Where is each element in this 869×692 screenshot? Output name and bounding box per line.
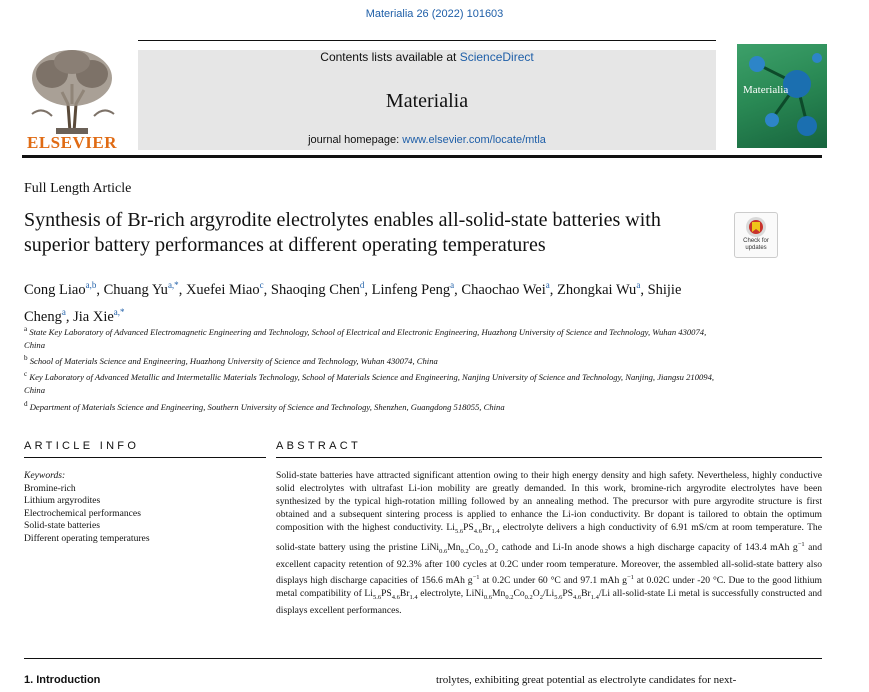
keywords-label: Keywords: bbox=[24, 470, 66, 481]
contents-prefix: Contents lists available at bbox=[320, 50, 460, 64]
author-list: Cong Liao$^{a,b}$, Chuang $Yu^{a,*}$, Xuefei Miao$^c$, Shaoqing Chen$^d$, Linfeng Peng$^a$, Chaochao Wei$^a$, Zhongkai Wu$^a$, Shijie Cheng$^a$, Jia Xie$^{a,*}$ bbox=[24, 280, 682, 325]
author-affiliation-mark[interactable]: a,* bbox=[167, 280, 179, 290]
check-updates-label: Check for updates bbox=[743, 238, 769, 251]
author-name[interactable]: Chuang Yu bbox=[103, 281, 168, 298]
abstract-heading: ABSTRACT bbox=[276, 440, 362, 452]
keywords-block bbox=[24, 470, 150, 546]
author-name[interactable]: Xuefei Miao bbox=[185, 281, 260, 298]
journal-banner bbox=[138, 50, 716, 150]
author-affiliation-mark[interactable]: a bbox=[450, 280, 455, 290]
affiliation-item: $^c$ Key Laboratory of Advanced Metallic and Intermetallic Materials Technology, School of Materials Science and Engineering, Nanjing University of Science and Technology, Nanjing, Jiangsu 210094, China bbox=[24, 370, 715, 396]
section-divider bbox=[24, 658, 822, 659]
author-name[interactable]: Zhongkai Wu bbox=[557, 281, 637, 298]
keyword-list bbox=[24, 483, 150, 546]
keyword-item: Solid-state batteries bbox=[24, 520, 100, 532]
keyword-item: Different operating temperatures bbox=[24, 532, 150, 544]
author-affiliation-mark[interactable]: c bbox=[259, 280, 264, 290]
author-affiliation-mark[interactable]: a,* bbox=[113, 306, 125, 317]
author-affiliation-mark[interactable]: a bbox=[636, 280, 641, 290]
keyword-item: Bromine-rich bbox=[24, 482, 76, 494]
keyword-item: Lithium argyrodites bbox=[24, 495, 101, 507]
affiliation-item: $^b$ School of Materials Science and Engineering, Huazhong University of Science and Technology, Wuhan 430074, China bbox=[24, 354, 438, 367]
abstract-rule bbox=[276, 457, 822, 458]
author-affiliation-mark[interactable]: a bbox=[61, 306, 66, 317]
journal-homepage bbox=[138, 134, 716, 146]
article-info-heading: ARTICLE INFO bbox=[24, 440, 140, 452]
author-affiliation-mark[interactable]: d bbox=[359, 280, 365, 290]
affiliation-item: $^a$ State Key Laboratory of Advanced Electromagnetic Engineering and Technology, School of Electrical and Electronic Engineering, Huazhong University of Science and Technology, Wuhan 430074, China bbox=[24, 325, 707, 351]
header-bottom-rule bbox=[22, 155, 822, 158]
homepage-link[interactable]: www.elsevier.com/locate/mtla bbox=[402, 134, 546, 146]
abstract-text: Solid-state batteries have attracted significant attention owing to their high energy density and high safety. Nevertheless, highly conductive solid electrolytes with ultrafast Li-ion mobility are greatly demanded. In this work, bromine-rich argyrodite electrolytes have been synthesized by the typical high-rotation milling followed by an annealing method. The precursor with pure argyrodite structure is first obtained and a subsequent sintering process is applied to enhance the Li-ion conductivity. Br dopant is tailored to obtain the optimum composition with the highest conductivity. $Li_{5.6}PS_{4.6}Br_{1.4}$ electrolyte delivers a high conductivity of 6.91 mS/cm at room temperature. The solid-state battery using the pristine $LiNi_{0.6}Mn_{0.2}Co_{0.2}O_2$ cathode and Li-In anode shows a high discharge capacity of 143.4 mAh $g^{-1}$ and excellent capacity retention of 92.3% after 100 cycles at 0.2C under room temperature. Moreover, the assembled all-solid-state battery also displays high discharge capacities of 156.6 mAh $g^{-1}$ at 0.2C under 60 °C and 97.1 mAh $g^{-1}$ at 0.02C under -20 °C. Due to the good lithium metal compatibility of $Li_{5.6}PS_{4.6}Br_{1.4}$ electrolyte, $LiNi_{0.6}Mn_{0.2}Co_{0.2}O_2/Li_{5.6}PS_{4.6}Br_{1.4}/Li$ all-solid-state Li metal is successfully constructed and displays excellent performances. bbox=[276, 470, 823, 616]
elsevier-wordmark: ELSEVIER bbox=[27, 133, 117, 152]
introduction-continuation: trolytes, exhibiting great potential as electrolyte candidates for next- bbox=[436, 674, 737, 686]
journal-title: Materialia bbox=[385, 90, 469, 112]
affiliation-mark: d bbox=[24, 399, 28, 408]
keyword-item: Electrochemical performances bbox=[24, 507, 141, 519]
author-name[interactable]: Linfeng Peng bbox=[371, 281, 451, 298]
affiliation-mark: c bbox=[24, 370, 28, 379]
elsevier-tree-icon bbox=[22, 44, 122, 136]
author-affiliation-mark[interactable]: a,b bbox=[85, 280, 97, 290]
check-updates-badge[interactable] bbox=[734, 212, 778, 258]
author-name[interactable]: Chaochao Wei bbox=[461, 281, 546, 298]
journal-citation[interactable]: Materialia 26 (2022) 101603 bbox=[365, 8, 504, 20]
article-type: Full Length Article bbox=[24, 181, 132, 196]
contents-available bbox=[138, 50, 716, 64]
author-affiliation-mark[interactable]: a bbox=[545, 280, 550, 290]
sciencedirect-link[interactable]: ScienceDirect bbox=[459, 50, 534, 64]
article-info-rule bbox=[24, 457, 266, 458]
affiliation-list bbox=[24, 323, 724, 414]
affiliation-mark: b bbox=[24, 354, 28, 363]
molecule-icon bbox=[737, 44, 827, 148]
article-title: Synthesis of Br-rich argyrodite electrolytes enables all-solid-state batteries with superior battery performances at different operating temperatures bbox=[24, 209, 661, 256]
affiliation-item: $^d$ Department of Materials Science and Engineering, Southern University of Science and Technology, Shenzhen, Guangdong 518055, China bbox=[24, 399, 505, 412]
author-name[interactable]: Shaoqing Chen bbox=[270, 281, 360, 298]
check-updates-icon bbox=[735, 215, 777, 239]
header-top-rule bbox=[138, 40, 716, 41]
introduction-heading: 1. Introduction bbox=[24, 674, 101, 686]
journal-cover[interactable] bbox=[737, 44, 827, 148]
author-name[interactable]: Jia Xie bbox=[73, 308, 114, 325]
affiliation-mark: a bbox=[24, 325, 28, 333]
author-name[interactable]: Cong Liao bbox=[24, 281, 86, 298]
homepage-prefix: journal homepage: bbox=[308, 134, 403, 146]
cover-title: Materialia bbox=[743, 84, 789, 96]
author-name[interactable]: Shijie Cheng bbox=[24, 281, 682, 325]
